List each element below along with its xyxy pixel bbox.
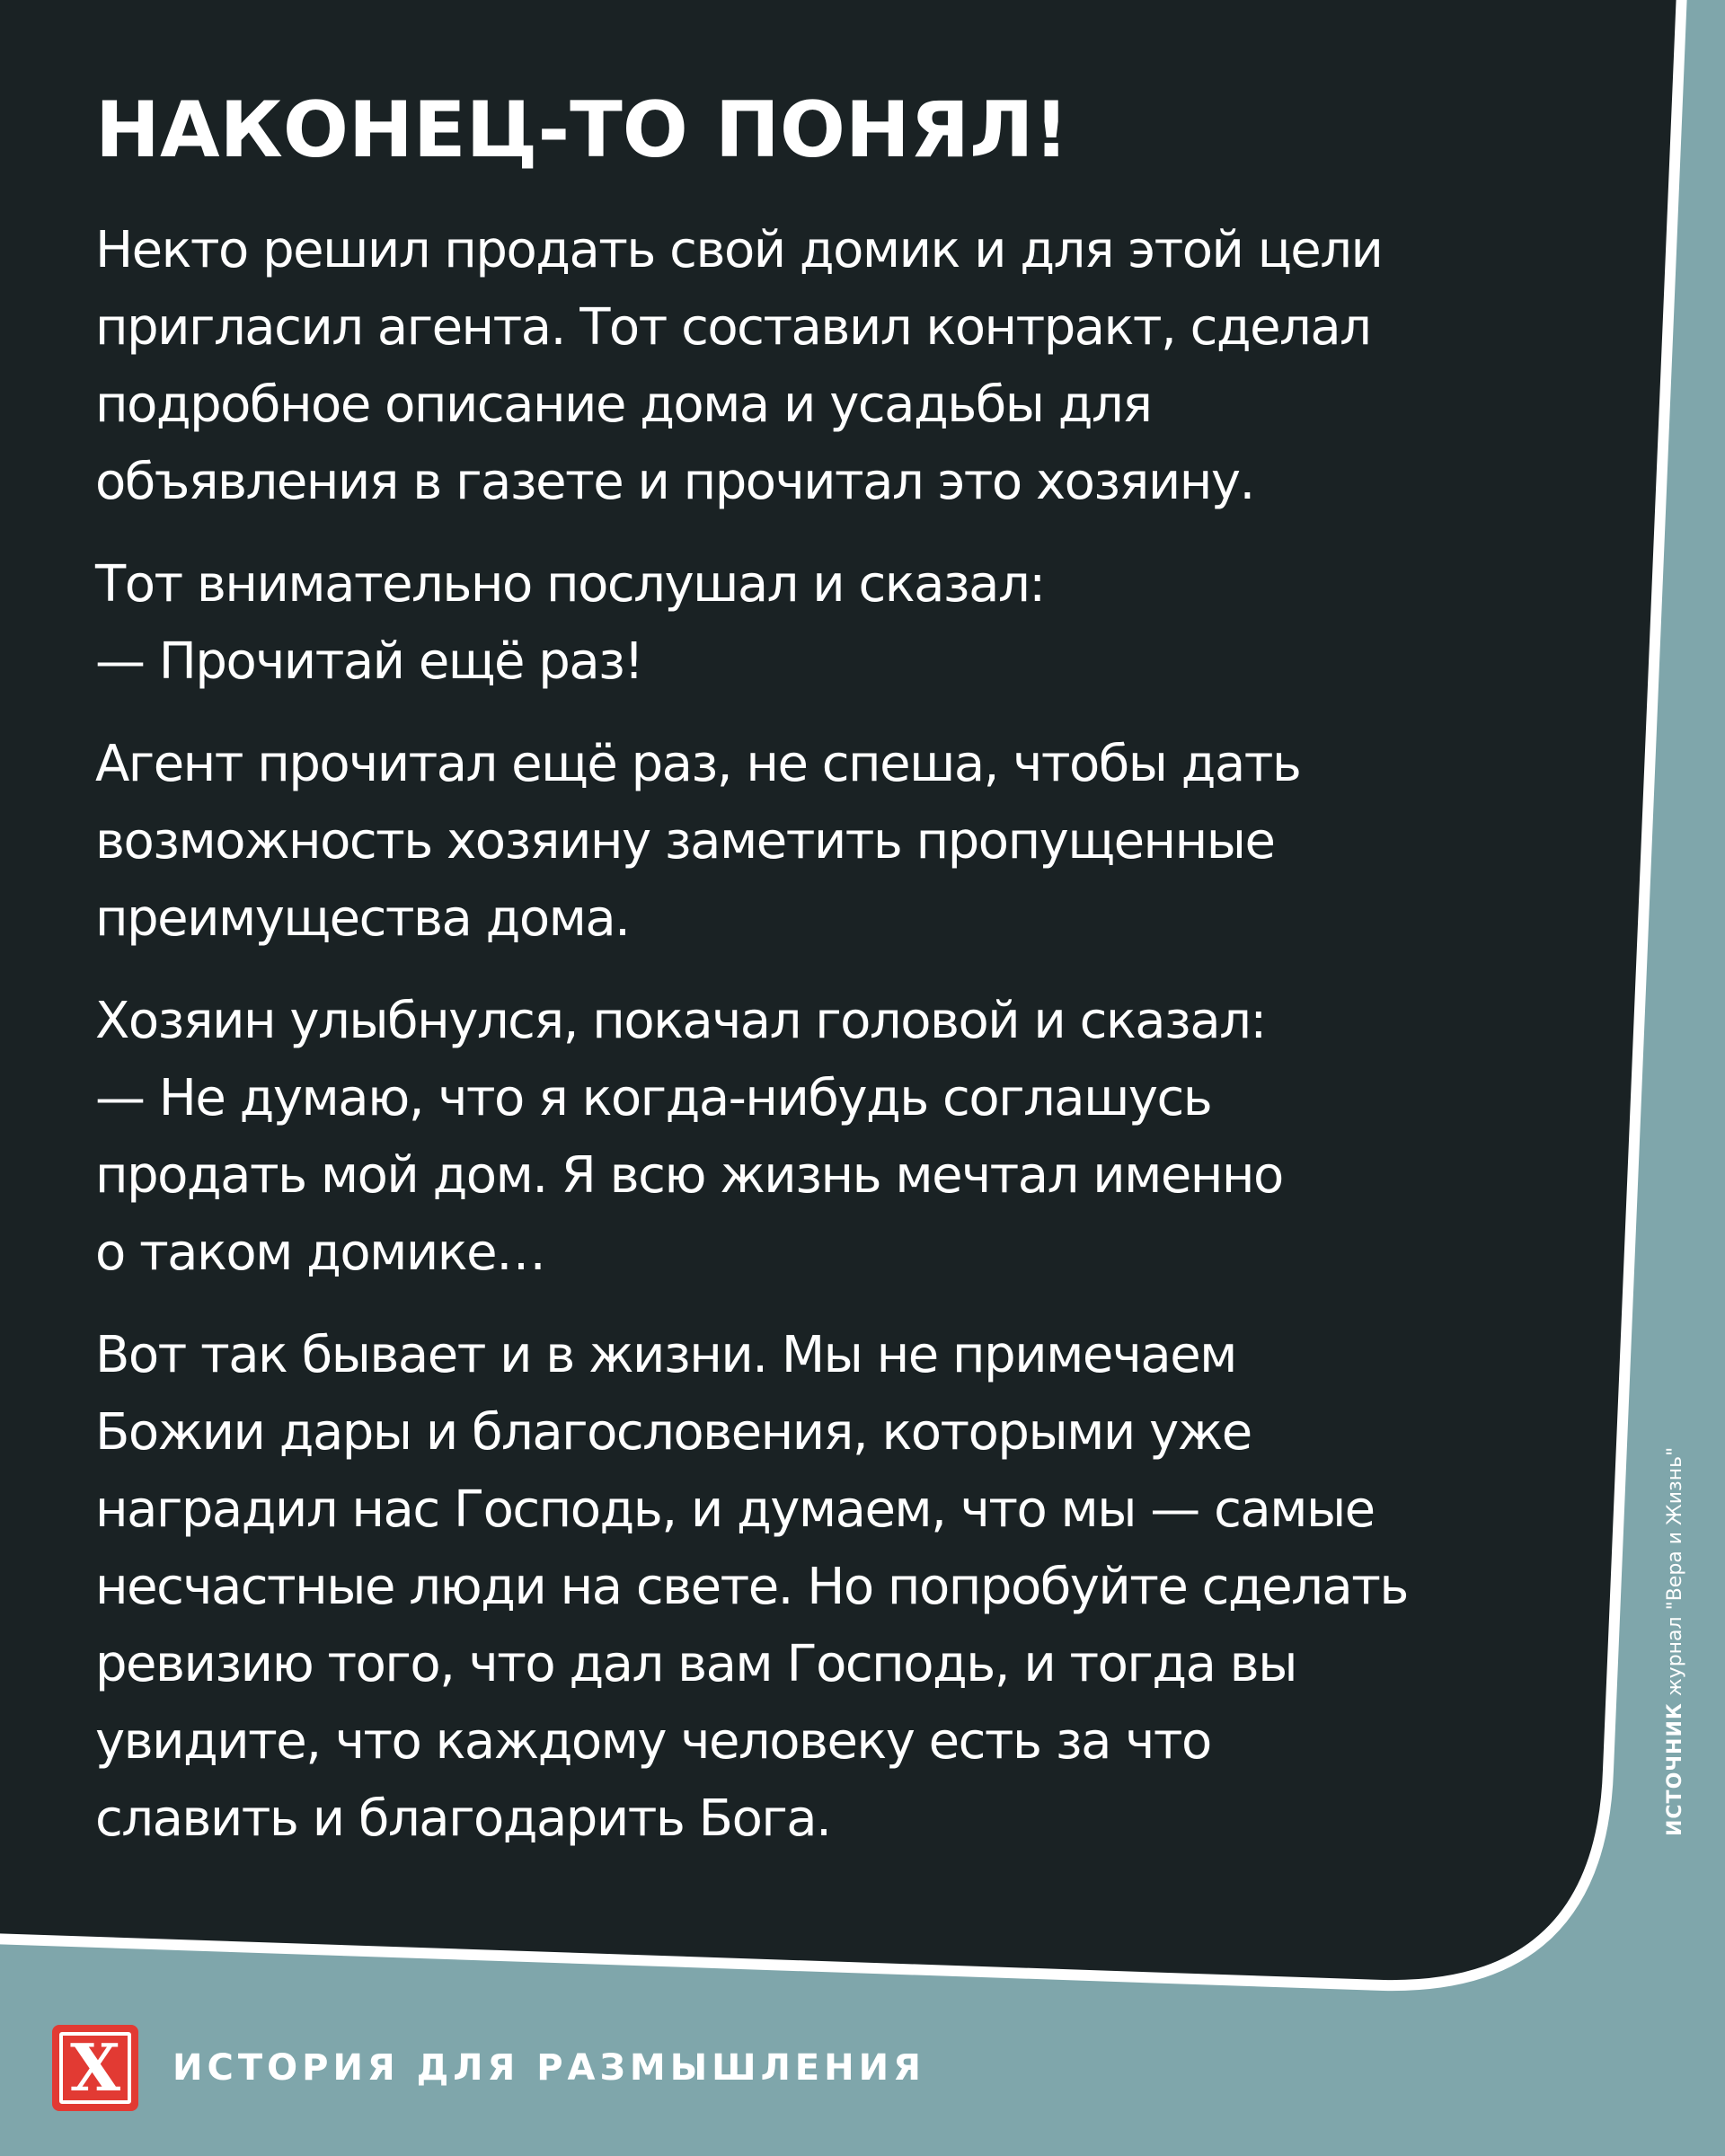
source-text: журнал "Вера и Жизнь" <box>1664 1446 1686 1703</box>
story-line: ревизию того, что дал вам Господь, и тогда вы <box>95 1635 1296 1693</box>
story-line: Агент прочитал ещё раз, не спеша, чтобы дать <box>95 735 1301 793</box>
footer-label: ИСТОРИЯ ДЛЯ РАЗМЫШЛЕНИЯ <box>172 2047 925 2089</box>
story-line: объявления в газете и прочитал это хозяину. <box>95 453 1254 511</box>
story-line: подробное описание дома и усадьбы для <box>95 376 1152 434</box>
story-line: Хозяин улыбнулся, покачал головой и сказал: <box>95 992 1266 1050</box>
story-line: о таком домике… <box>95 1224 545 1282</box>
story-line: увидите, что каждому человеку есть за что <box>95 1712 1211 1771</box>
story-line: Некто решил продать свой домик и для этой цели <box>95 221 1383 279</box>
story-line: — Прочитай ещё раз! <box>95 632 643 691</box>
story-line: Вот так бывает и в жизни. Мы не примечаем <box>95 1326 1236 1384</box>
story-paragraph <box>95 1317 1569 1858</box>
source-credit <box>1664 1447 1686 1836</box>
story-line: преимущества дома. <box>95 889 630 948</box>
story-paragraph <box>95 546 1569 701</box>
brand-logo-icon <box>52 2025 138 2111</box>
footer <box>52 2023 925 2113</box>
story-line: Божии дары и благословения, которыми уже <box>95 1403 1252 1462</box>
story-line: — Не думаю, что я когда-нибудь соглашусь <box>95 1069 1212 1127</box>
story-line: пригласил агента. Тот составил контракт, сделал <box>95 298 1371 357</box>
story-article <box>95 81 1569 1883</box>
story-paragraph <box>95 726 1569 958</box>
story-line: наградил нас Господь, и думаем, что мы — самые <box>95 1480 1375 1539</box>
story-paragraph <box>95 212 1569 521</box>
story-line: несчастные люди на свете. Но попробуйте сделать <box>95 1558 1408 1616</box>
story-line: славить и благодарить Бога. <box>95 1789 831 1848</box>
logo-letter: X <box>70 2029 120 2106</box>
story-line: продать мой дом. Я всю жизнь мечтал именно <box>95 1146 1283 1205</box>
story-line: Тот внимательно послушал и сказал: <box>95 555 1045 614</box>
story-title: НАКОНЕЦ-ТО ПОНЯЛ! <box>95 85 1069 175</box>
story-paragraph <box>95 983 1569 1292</box>
story-line: возможность хозяину заметить пропущенные <box>95 812 1275 870</box>
story-body <box>95 212 1569 1858</box>
source-label: ИСТОЧНИК <box>1664 1702 1686 1836</box>
